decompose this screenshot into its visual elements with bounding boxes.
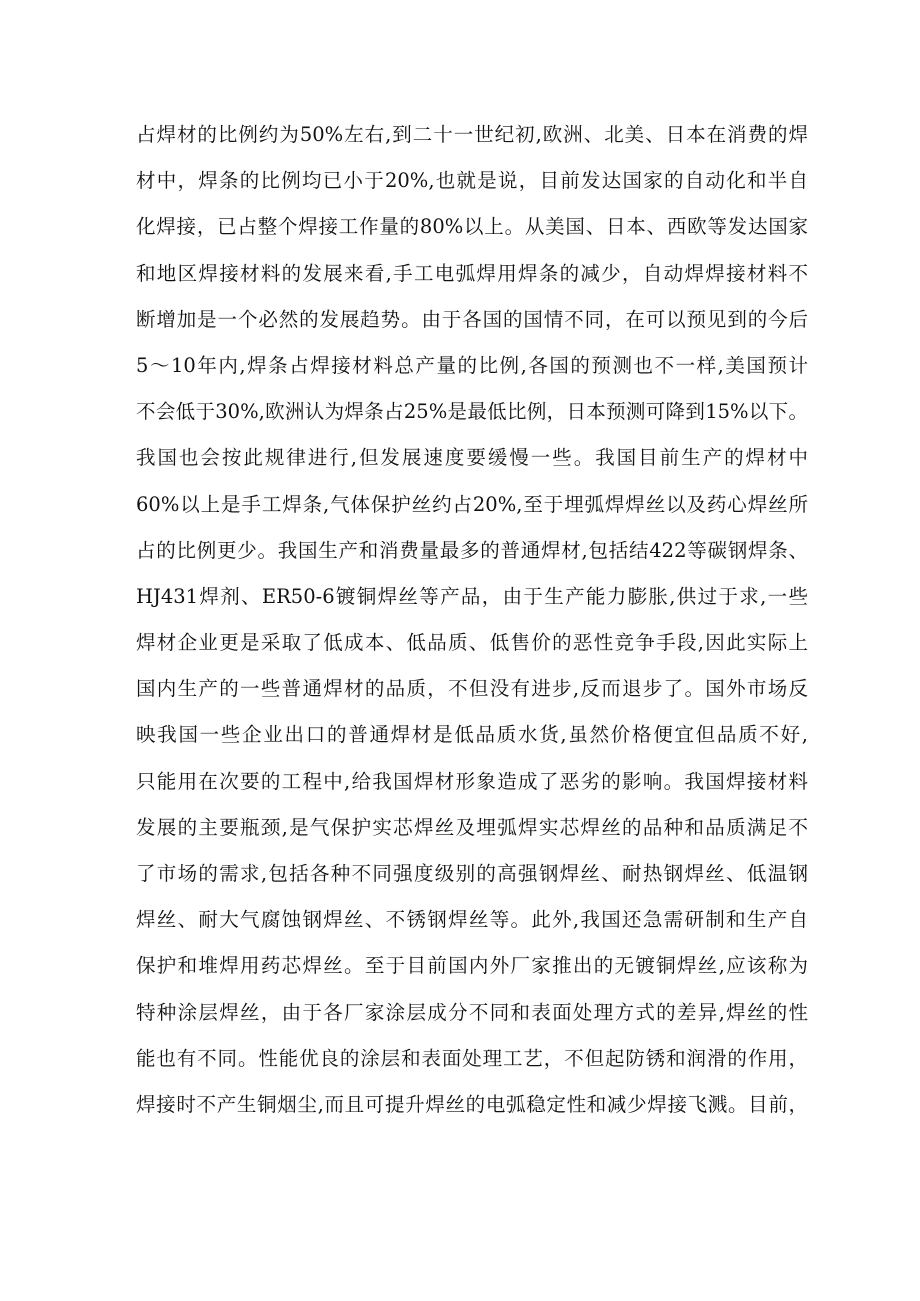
text-line: 5～10年内,焊条占焊接材料总产量的比例,各国的预测也不一样,美国预计 [136,353,808,377]
text-line: 焊接时不产生铜烟尘,而且可提升焊丝的电弧稳定性和减少焊接飞溅。目前， [136,1092,808,1116]
text-line: 发展的主要瓶颈,是气保护实芯焊丝及埋弧焊实芯焊丝的品种和品质满足不 [136,815,808,839]
text-line: 焊丝、耐大气腐蚀钢焊丝、不锈钢焊丝等。此外,我国还急需研制和生产自 [136,908,808,932]
text-line: HJ431焊剂、ER50-6镀铜焊丝等产品，由于生产能力膨胀,供过于求,一些 [136,584,808,608]
body-paragraph [136,112,808,1128]
text-line: 了市场的需求,包括各种不同强度级别的高强钢焊丝、耐热钢焊丝、低温钢 [136,862,808,885]
text-line: 保护和堆焊用药芯焊丝。至于目前国内外厂家推出的无镀铜焊丝,应该称为 [136,954,808,978]
text-line: 占的比例更少。我国生产和消费量最多的普通焊材,包括结422等碳钢焊条、 [136,538,808,562]
text-line: 特种涂层焊丝，由于各厂家涂层成分不同和表面处理方式的差异,焊丝的性 [136,1000,808,1024]
text-line: 国内生产的一些普通焊材的品质，不但没有进步,反而退步了。国外市场反 [136,677,808,701]
text-line: 不会低于30%,欧洲认为焊条占25%是最低比例，日本预测可降到15%以下。 [136,400,808,424]
text-line: 60%以上是手工焊条,气体保护丝约占20%,至于埋弧焊焊丝以及药心焊丝所 [136,492,808,516]
text-line: 占焊材的比例约为50%左右,到二十一世纪初,欧洲、北美、日本在消费的焊 [136,123,808,146]
text-line: 我国也会按此规律进行,但发展速度要缓慢一些。我国目前生产的焊材中 [136,446,808,470]
text-line: 只能用在次要的工程中,给我国焊材形象造成了恶劣的影响。我国焊接材料 [136,769,808,793]
text-line: 能也有不同。性能优良的涂层和表面处理工艺，不但起防锈和润滑的作用， [136,1046,808,1070]
text-line: 映我国一些企业出口的普通焊材是低品质水货,虽然价格便宜但品质不好, [136,723,808,747]
text-line: 断增加是一个必然的发展趋势。由于各国的国情不同，在可以预见到的今后 [136,307,808,331]
text-line: 材中，焊条的比例均已小于20%,也就是说，目前发达国家的自动化和半自 [136,169,808,193]
text-line: 和地区焊接材料的发展来看,手工电弧焊用焊条的减少，自动焊焊接材料不 [136,261,808,285]
text-line: 化焊接，已占整个焊接工作量的80%以上。从美国、日本、西欧等发达国家 [136,215,808,239]
text-line: 焊材企业更是采取了低成本、低品质、低售价的恶性竞争手段,因此实际上 [136,631,808,655]
